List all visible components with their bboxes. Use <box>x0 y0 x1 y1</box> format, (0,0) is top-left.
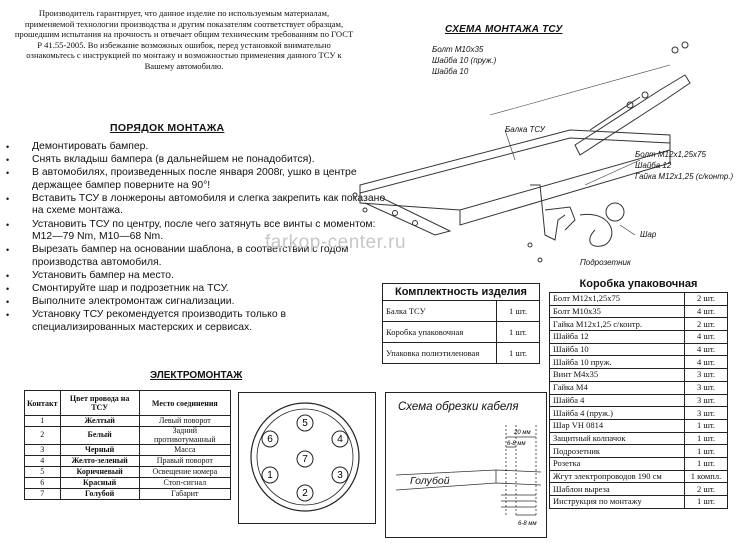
cell: Инструкция по монтажу <box>550 496 685 509</box>
cell: 3 шт. <box>685 394 728 407</box>
table-row <box>550 445 728 458</box>
cell: Габарит <box>139 489 230 500</box>
step-item: • Снять вкладыш бампера (в дальнейшем не понадобится). <box>32 154 392 167</box>
cell: 4 шт. <box>685 305 728 318</box>
cell: 1 шт. <box>497 301 540 322</box>
cell: 2 шт. <box>685 293 728 306</box>
cell: 1 шт. <box>685 445 728 458</box>
cell: Белый <box>60 427 139 445</box>
table-row <box>550 305 728 318</box>
pin-label: 7 <box>302 454 308 465</box>
table-row <box>550 394 728 407</box>
cell: Шайба 4 (пруж.) <box>550 407 685 420</box>
label-washer-10-spring: Шайба 10 (пруж.) <box>432 56 497 65</box>
cell: 3 <box>25 445 61 456</box>
cell: Подрозетник <box>550 445 685 458</box>
cell: 1 шт. <box>685 496 728 509</box>
step-item: • Установку ТСУ рекомендуется производить только в специализированных мастерских и сервисах. <box>32 309 392 334</box>
table-row <box>383 322 540 343</box>
cell: Гайка М4 <box>550 381 685 394</box>
komplekt-table <box>382 283 540 364</box>
cell: 4 шт. <box>685 331 728 344</box>
cell: 3 шт. <box>685 407 728 420</box>
table-row <box>550 483 728 496</box>
table-row <box>25 456 231 467</box>
step-item: • Установить ТСУ по центру, после чего затянуть все винты с моментом: М12—79 Nm, М10—68 Nm. <box>32 219 392 244</box>
table-row <box>550 369 728 382</box>
cell: 1 <box>25 416 61 427</box>
table-row <box>550 318 728 331</box>
order-title: ПОРЯДОК МОНТАЖА <box>110 122 225 134</box>
table-row <box>550 343 728 356</box>
watermark: farkop-center.ru <box>265 232 407 253</box>
cut-title: Схема обрезки кабеля <box>398 401 519 413</box>
cell: Винт М4х35 <box>550 369 685 382</box>
cell: Шайба 4 <box>550 394 685 407</box>
cut-wire-label: Голубой <box>410 475 450 487</box>
cell: Гайка М12х1,25 с/контр. <box>550 318 685 331</box>
table-row <box>550 331 728 344</box>
label-bolt-m12: Болт М12х1,25х75 <box>635 150 706 159</box>
cell: Упаковка полиэтиленовая <box>383 343 497 364</box>
cell: Болт М12х1,25х75 <box>550 293 685 306</box>
cell: Левый поворот <box>139 416 230 427</box>
cell: Коричневый <box>60 467 139 478</box>
cell: Коробка упаковочная <box>383 322 497 343</box>
table-row <box>25 467 231 478</box>
pin-label: 1 <box>267 470 273 481</box>
cell: 1 компл. <box>685 470 728 483</box>
cell: 4 <box>25 456 61 467</box>
step-item: • Вставить ТСУ в лонжероны автомобиля и слегка закрепить как показано на схеме монтажа. <box>32 193 392 218</box>
table-row <box>25 427 231 445</box>
cell: Стоп-сигнал <box>139 478 230 489</box>
label-washer-10: Шайба 10 <box>432 67 469 76</box>
cell: Шайба 10 пруж. <box>550 356 685 369</box>
cell: Освещение номера <box>139 467 230 478</box>
cell: Голубой <box>60 489 139 500</box>
table-row <box>550 356 728 369</box>
connector-icon <box>239 393 375 523</box>
table-header-row <box>25 391 231 416</box>
cell: 3 шт. <box>685 369 728 382</box>
cell: Жгут электропроводов 190 см <box>550 470 685 483</box>
pin-label: 6 <box>267 434 273 445</box>
cell: Шайба 12 <box>550 331 685 344</box>
intro-text: Производитель гарантирует, что данное изделие по используемым материалам, применяемой технологии производства и другим показателям соответствует образцам, прошедшим испытания на прочность и отвечает общим техническим требованиям по ГОСТ Р 41.55-2005. Во избежание возможных ошибок, перед установкой внимательно ознакомьтесь с инструкцией по монтажу и возможностью применения данного ТСУ к Вашему автомобилю. <box>14 8 354 71</box>
cell: Шаблон выреза <box>550 483 685 496</box>
step-item: • Демонтировать бампер. <box>32 141 392 154</box>
table-row <box>25 445 231 456</box>
cell: Шайба 10 <box>550 343 685 356</box>
table-row <box>25 416 231 427</box>
cell: 5 <box>25 467 61 478</box>
table-row <box>550 470 728 483</box>
header-color: Цвет провода на ТСУ <box>60 391 139 416</box>
cell: 6 <box>25 478 61 489</box>
cell: 4 шт. <box>685 343 728 356</box>
table-row <box>550 432 728 445</box>
box-table <box>549 278 728 509</box>
label-nut-m12: Гайка М12х1,25 (с/контр.) <box>635 172 734 181</box>
cell: Правый поворот <box>139 456 230 467</box>
step-item: • Выполните электромонтаж сигнализации. <box>32 296 392 309</box>
label-bolt-m10: Болт М10х35 <box>432 45 484 54</box>
cell: Шар VH 0814 <box>550 419 685 432</box>
table-row <box>550 381 728 394</box>
table-row <box>25 478 231 489</box>
table-row <box>550 293 728 306</box>
electro-table <box>24 390 231 500</box>
label-beam: Балка ТСУ <box>505 125 545 134</box>
table-row <box>383 343 540 364</box>
cell: 1 шт. <box>497 343 540 364</box>
cell: Желто-зеленый <box>60 456 139 467</box>
cell: 1 шт. <box>685 457 728 470</box>
cell: Черный <box>60 445 139 456</box>
komplekt-title: Комплектность изделия <box>382 283 540 300</box>
cell: 7 <box>25 489 61 500</box>
cell: Балка ТСУ <box>383 301 497 322</box>
cell: Розетка <box>550 457 685 470</box>
box-title: Коробка упаковочная <box>579 278 698 290</box>
table-row <box>383 301 540 322</box>
cell: Защитный колпачок <box>550 432 685 445</box>
table-row <box>25 489 231 500</box>
cell: 3 шт. <box>685 381 728 394</box>
table-row <box>550 419 728 432</box>
header-connection: Место соединения <box>139 391 230 416</box>
cell: Болт М10х35 <box>550 305 685 318</box>
cell: 2 шт. <box>685 318 728 331</box>
cell: 1 шт. <box>685 419 728 432</box>
schema-title: СХЕМА МОНТАЖА ТСУ <box>445 24 563 35</box>
cell: 4 шт. <box>685 356 728 369</box>
cell: 1 шт. <box>685 432 728 445</box>
cell: Задний противотуманный <box>139 427 230 445</box>
step-item: • Вырезать бампер на основании шаблона, в соответствии с годом производства автомобиля. <box>32 244 392 269</box>
label-socket-plate: Подрозетник <box>580 258 631 267</box>
cell: Масса <box>139 445 230 456</box>
dim-6-8-b: 6-8 мм <box>518 521 537 527</box>
electro-title: ЭЛЕКТРОМОНТАЖ <box>150 370 243 381</box>
label-washer-12: Шайба 12 <box>635 161 672 170</box>
cell: 2 шт. <box>685 483 728 496</box>
step-item: • Смонтируйте шар и подрозетник на ТСУ. <box>32 283 392 296</box>
connector-diagram <box>238 392 376 524</box>
pin-label: 2 <box>302 488 308 499</box>
cell: 2 <box>25 427 61 445</box>
table-row <box>550 457 728 470</box>
dim-20: 20 мм <box>514 430 531 436</box>
cell: 1 шт. <box>497 322 540 343</box>
step-item: • Установить бампер на место. <box>32 270 392 283</box>
header-contact: Контакт <box>25 391 61 416</box>
pin-label: 4 <box>337 434 343 445</box>
pin-label: 5 <box>302 418 308 429</box>
cell: Желтый <box>60 416 139 427</box>
pin-label: 3 <box>337 470 343 481</box>
dim-6-8: 6-8 мм <box>507 441 526 447</box>
cell: Красный <box>60 478 139 489</box>
table-row <box>550 407 728 420</box>
table-row <box>550 496 728 509</box>
label-ball: Шар <box>640 230 657 239</box>
step-item: • В автомобилях, произведенных после января 2008г, ушко в центре держащее бампер поверните на 90°! <box>32 167 392 192</box>
